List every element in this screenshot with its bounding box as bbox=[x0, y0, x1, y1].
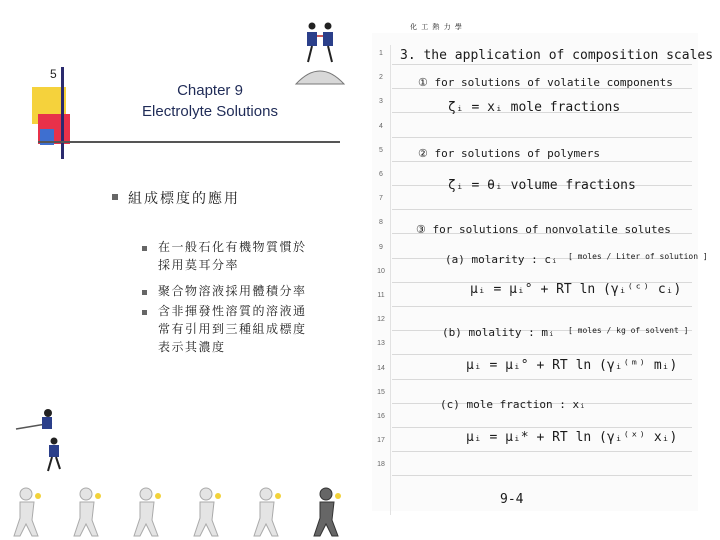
note-line-8: ③ for solutions of nonvolatile solutes bbox=[416, 223, 671, 236]
notebook-rule-line bbox=[392, 209, 692, 210]
notebook-rule-line bbox=[392, 64, 692, 65]
bullet-marker bbox=[142, 290, 147, 295]
notebook-margin-line bbox=[390, 45, 391, 515]
notebook-rule-line bbox=[392, 427, 692, 428]
notebook-rule-line bbox=[392, 451, 692, 452]
note-line-5: ② for solutions of polymers bbox=[418, 147, 601, 160]
bullet-marker bbox=[112, 194, 118, 200]
note-line-16: μᵢ = μᵢ* + RT ln (γᵢ⁽ˣ⁾ xᵢ) bbox=[466, 430, 678, 445]
notebook-line-number: 10 bbox=[377, 267, 385, 275]
bullet-item-1 bbox=[158, 238, 348, 274]
bullet-item-3 bbox=[158, 302, 348, 356]
bullet-text: 含非揮發性溶質的溶液通 bbox=[158, 304, 307, 318]
slide-title bbox=[120, 80, 300, 122]
notebook-header: 化 工 熱 力 學 bbox=[410, 23, 462, 31]
title-line-2: Electrolyte Solutions bbox=[142, 103, 278, 120]
slide-number: 5 bbox=[50, 67, 57, 81]
bullet-text: 聚合物溶液採用體積分率 bbox=[158, 284, 307, 298]
title-divider bbox=[38, 141, 340, 143]
decor-vertical-bar bbox=[61, 67, 64, 159]
note-line-12a: (b) molality : mᵢ bbox=[442, 326, 555, 339]
notebook-line-number: 11 bbox=[377, 292, 385, 299]
notebook-rule-line bbox=[392, 137, 692, 138]
notebook-line-number: 1 bbox=[379, 50, 383, 57]
note-line-1: 3. the application of composition scales bbox=[400, 48, 714, 63]
note-line-12b: [ moles / kg of solvent ] bbox=[568, 326, 689, 335]
notebook-page-number: 9-4 bbox=[500, 492, 524, 507]
notebook-line-number: 2 bbox=[379, 74, 383, 82]
notebook-rule-line bbox=[392, 306, 692, 307]
note-line-13: μᵢ = μᵢ° + RT ln (γᵢ⁽ᵐ⁾ mᵢ) bbox=[466, 358, 678, 373]
bullet-marker bbox=[142, 246, 147, 251]
climbers-clipart bbox=[290, 18, 350, 88]
bullet-marker bbox=[142, 310, 147, 315]
climber-clipart bbox=[12, 405, 70, 473]
note-line-6: ζᵢ = θᵢ volume fractions bbox=[448, 178, 636, 193]
note-line-10: μᵢ = μᵢ° + RT ln (γᵢ⁽ᶜ⁾ cᵢ) bbox=[470, 282, 682, 297]
note-line-15: (c) mole fraction : xᵢ bbox=[440, 398, 586, 411]
notebook-line-number: 7 bbox=[379, 195, 383, 203]
bullet-text: 在一般石化有機物質慣於 bbox=[158, 240, 307, 254]
notebook-line-number: 4 bbox=[379, 122, 383, 130]
bullet-text: 採用莫耳分率 bbox=[158, 258, 240, 272]
notebook-rule-line bbox=[392, 379, 692, 380]
notebook-line-number: 6 bbox=[379, 171, 383, 178]
notebook-line-number: 12 bbox=[377, 316, 385, 324]
note-line-9a: (a) molarity : cᵢ bbox=[445, 253, 558, 266]
note-line-2: ① for solutions of volatile components bbox=[418, 76, 673, 89]
notebook-line-number: 3 bbox=[379, 98, 383, 106]
notebook-line-number: 5 bbox=[379, 146, 383, 154]
bullet-text: 常有引用到三種組成標度 bbox=[158, 322, 307, 336]
notebook-line-number: 15 bbox=[377, 388, 385, 396]
notebook-line-number: 14 bbox=[377, 364, 385, 372]
runner-figures bbox=[0, 486, 360, 540]
notebook-line-number: 18 bbox=[377, 461, 385, 469]
note-line-3: ζᵢ = xᵢ mole fractions bbox=[448, 100, 621, 115]
bullet-text: 表示其濃度 bbox=[158, 340, 226, 354]
notebook-rule-line bbox=[392, 475, 692, 476]
bullet-item-2 bbox=[158, 282, 348, 300]
title-line-1: Chapter 9 bbox=[177, 82, 243, 99]
notebook-rule-line bbox=[392, 161, 692, 162]
note-line-9b: [ moles / Liter of solution ] bbox=[568, 252, 708, 261]
notebook-rule-line bbox=[392, 354, 692, 355]
content-heading: 組成標度的應用 bbox=[128, 191, 240, 207]
notebook-line-number: 9 bbox=[379, 243, 383, 251]
notebook-line-number: 13 bbox=[377, 340, 385, 348]
notebook-line-number: 17 bbox=[377, 437, 385, 445]
notebook-line-number: 8 bbox=[379, 219, 383, 227]
notebook-line-number: 16 bbox=[377, 413, 385, 420]
